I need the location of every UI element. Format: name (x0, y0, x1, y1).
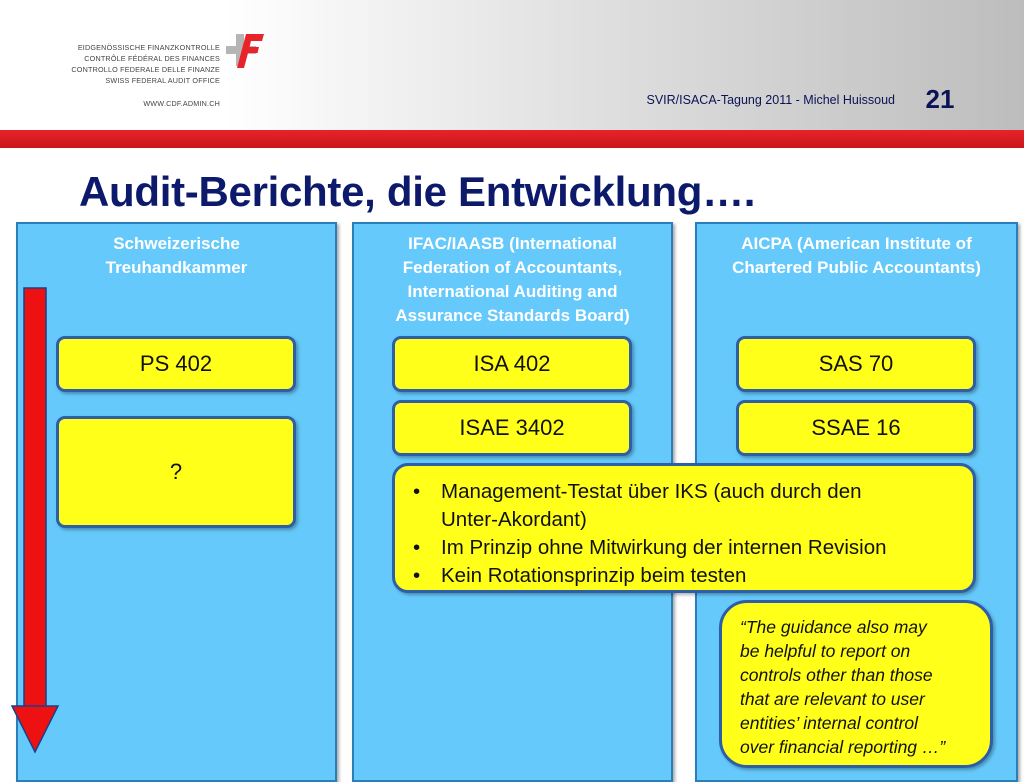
page-number: 21 (925, 84, 955, 114)
column-header-line: AICPA (American Institute of (741, 234, 972, 253)
column-header-line: International Auditing and (407, 282, 618, 301)
quote-line: be helpful to report on (740, 641, 911, 661)
org-name-line: SWISS FEDERAL AUDIT OFFICE (105, 76, 220, 85)
tag-ssae-16: SSAE 16 (736, 400, 976, 456)
tag-unknown: ? (56, 416, 296, 528)
tag-sas-70: SAS 70 (736, 336, 976, 392)
bullet-list (409, 478, 965, 590)
bullet-item (409, 478, 965, 534)
quote-line: “The guidance also may (740, 617, 927, 637)
quote-line: over financial reporting …” (740, 737, 946, 757)
slide-title: Audit-Berichte, die Entwicklung…. (79, 168, 756, 215)
bullet-glyph: • (413, 536, 421, 559)
bullet-item (409, 562, 965, 590)
quote-text (740, 615, 980, 759)
bullet-text-line: Im Prinzip ohne Mitwirkung der internen Revision (441, 536, 887, 559)
column-header-line: IFAC/IAASB (International (408, 234, 617, 253)
event-info: SVIR/ISACA-Tagung 2011 - Michel Huissoud (646, 93, 895, 107)
bullet-glyph: • (413, 564, 421, 587)
tag-isa-402: ISA 402 (392, 336, 632, 392)
timeline-down-arrow-icon (10, 286, 60, 758)
column-header-line: Schweizerische (113, 234, 240, 253)
column-header-line: Assurance Standards Board) (395, 306, 630, 325)
swiss-cross-f-logo-icon (222, 30, 266, 70)
bullet-glyph: • (413, 480, 421, 503)
quote-line: entities’ internal control (740, 713, 919, 733)
bullet-text-line: Unter-Akordant) (441, 508, 587, 531)
org-name-line: EIDGENÖSSISCHE FINANZKONTROLLE (77, 43, 220, 52)
quote-line: that are relevant to user (740, 689, 925, 709)
bullet-box (392, 463, 976, 593)
bullet-item (409, 534, 965, 562)
quote-line: controls other than those (740, 665, 933, 685)
bullet-text-line: Kein Rotationsprinzip beim testen (441, 564, 747, 587)
header-red-stripe (0, 130, 1024, 148)
org-url: WWW.CDF.ADMIN.CH (143, 99, 220, 108)
column-header-line: Treuhandkammer (105, 258, 248, 277)
org-name-line: CONTROLLO FEDERALE DELLE FINANZE (71, 65, 220, 74)
column-header (18, 232, 335, 280)
column-header-line: Chartered Public Accountants) (732, 258, 981, 277)
column-header-line: Federation of Accountants, (402, 258, 623, 277)
tag-ps-402: PS 402 (56, 336, 296, 392)
org-name (70, 42, 220, 86)
column-header (697, 232, 1016, 280)
org-name-line: CONTRÔLE FÉDÉRAL DES FINANCES (84, 54, 220, 63)
bullet-text-line: Management-Testat über IKS (auch durch den (441, 480, 862, 503)
column-header (354, 232, 671, 328)
tag-isae-3402: ISAE 3402 (392, 400, 632, 456)
quote-box (719, 600, 993, 768)
